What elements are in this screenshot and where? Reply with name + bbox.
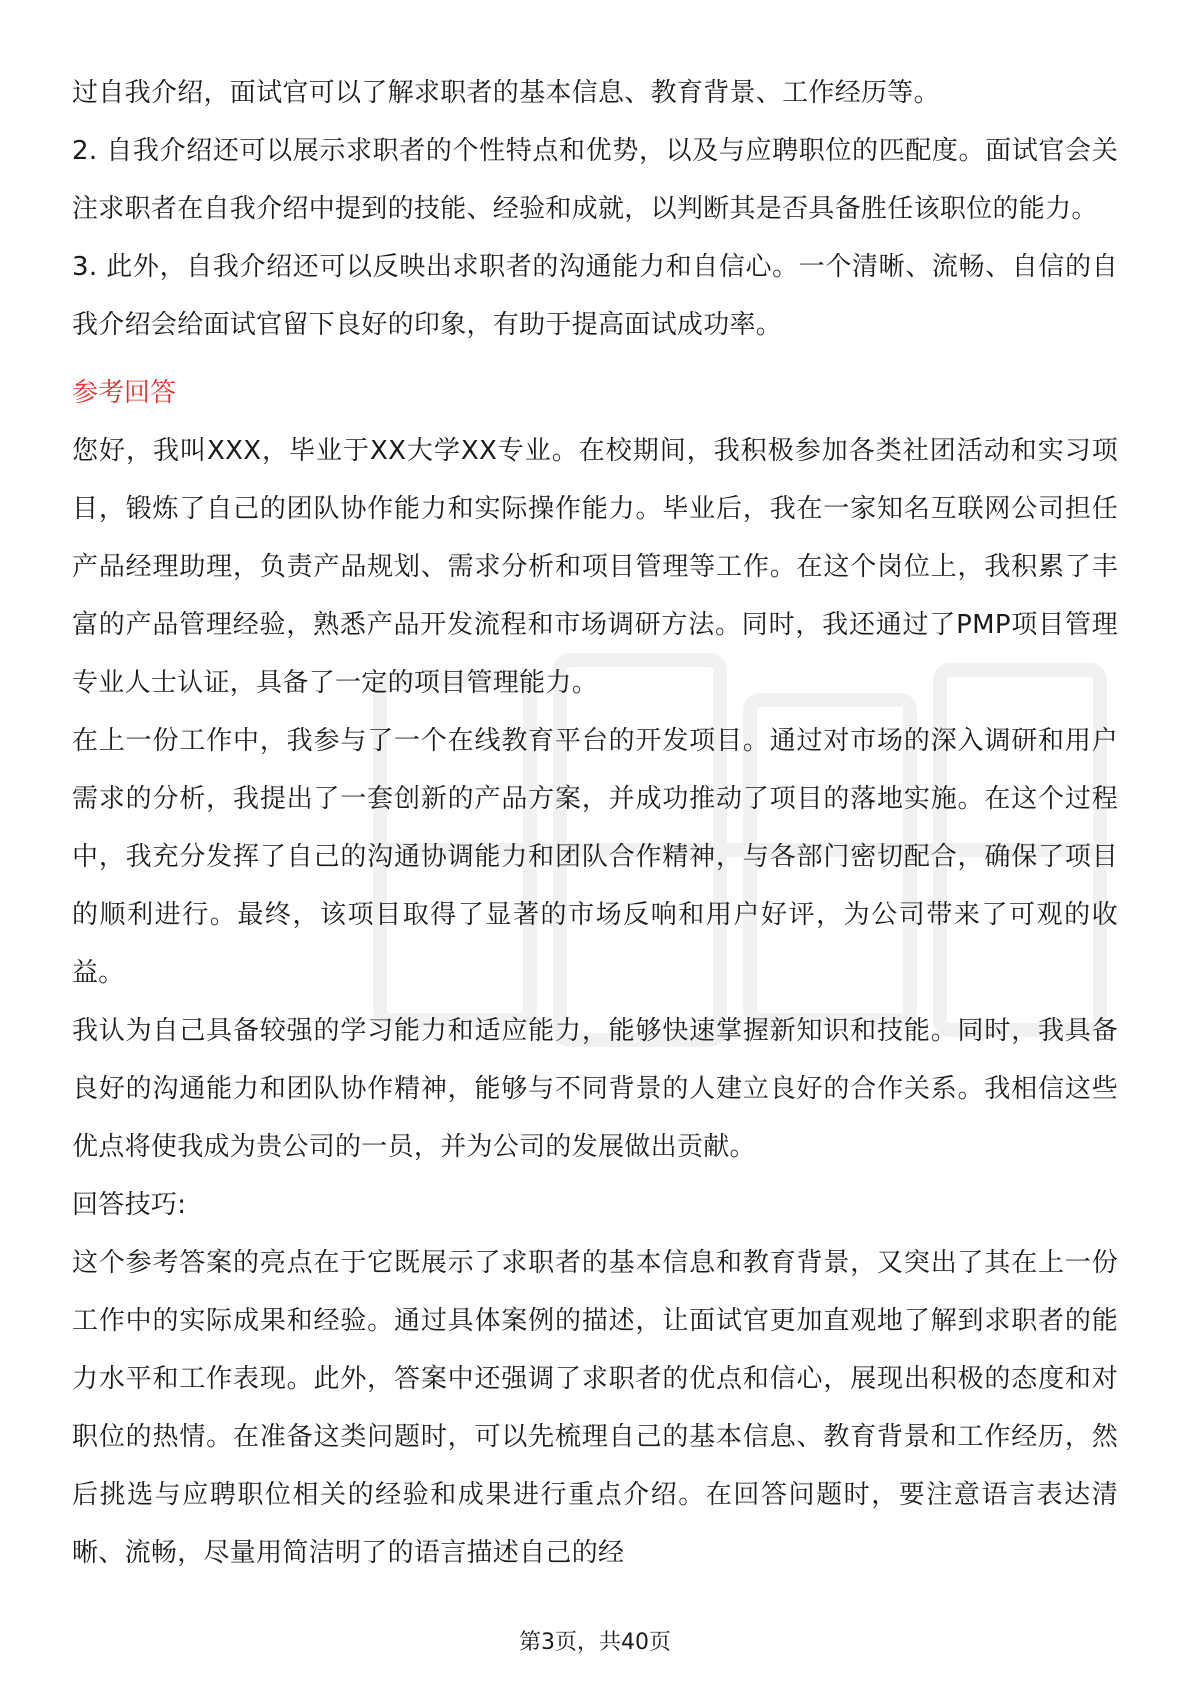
tips-paragraph: 这个参考答案的亮点在于它既展示了求职者的基本信息和教育背景，又突出了其在上一份工作中的实际成果和经验。通过具体案例的描述，让面试官更加直观地了解到求职者的能力水平和工作表现。此外，答案中还强调了求职者的优点和信心，展现出积极的态度和对职位的热情。在准备这类问题时，可以先梳理自己的基本信息、教育背景和工作经历，然后挑选与应聘职位相关的经验和成果进行重点介绍。在回答问题时，要注意语言表达清晰、流畅，尽量用简洁明了的语言描述自己的经 xyxy=(72,1248,1118,1568)
answer-paragraph-2: 在上一份工作中，我参与了一个在线教育平台的开发项目。通过对市场的深入调研和用户需求的分析，我提出了一套创新的产品方案，并成功推动了项目的落地实施。在这个过程中，我充分发挥了自己的沟通协调能力和团队合作精神，与各部门密切配合，确保了项目的顺利进行。最终，该项目取得了显著的市场反响和用户好评，为公司带来了可观的收益。 xyxy=(72,726,1118,988)
reference-answer-heading: 参考回答 xyxy=(72,378,177,408)
intro-paragraph: 过自我介绍，面试官可以了解求职者的基本信息、教育背景、工作经历等。 xyxy=(72,78,940,108)
tips-heading: 回答技巧: xyxy=(72,1190,187,1220)
answer-paragraph-3: 我认为自己具备较强的学习能力和适应能力，能够快速掌握新知识和技能。同时，我具备良好的沟通能力和团队协作精神，能够与不同背景的人建立良好的合作关系。我相信这些优点将使我成为贵公司的一员，并为公司的发展做出贡献。 xyxy=(72,1016,1118,1162)
page-number-footer: 第3页，共40页 xyxy=(519,1630,671,1655)
answer-paragraph-1: 您好，我叫XXX，毕业于XX大学XX专业。在校期间，我积极参加各类社团活动和实习项目，锻炼了自己的团队协作能力和实际操作能力。毕业后，我在一家知名互联网公司担任产品经理助理，负责产品规划、需求分析和项目管理等工作。在这个岗位上，我积累了丰富的产品管理经验，熟悉产品开发流程和市场调研方法。同时，我还通过了PMP项目管理专业人士认证，具备了一定的项目管理能力。 xyxy=(72,436,1118,698)
point-3-paragraph: 3. 此外，自我介绍还可以反映出求职者的沟通能力和自信心。一个清晰、流畅、自信的自我介绍会给面试官留下良好的印象，有助于提高面试成功率。 xyxy=(72,252,1118,340)
main-content xyxy=(72,64,1118,1582)
point-2-paragraph: 2. 自我介绍还可以展示求职者的个性特点和优势，以及与应聘职位的匹配度。面试官会关注求职者在自我介绍中提到的技能、经验和成就，以判断其是否具备胜任该职位的能力。 xyxy=(72,136,1118,224)
